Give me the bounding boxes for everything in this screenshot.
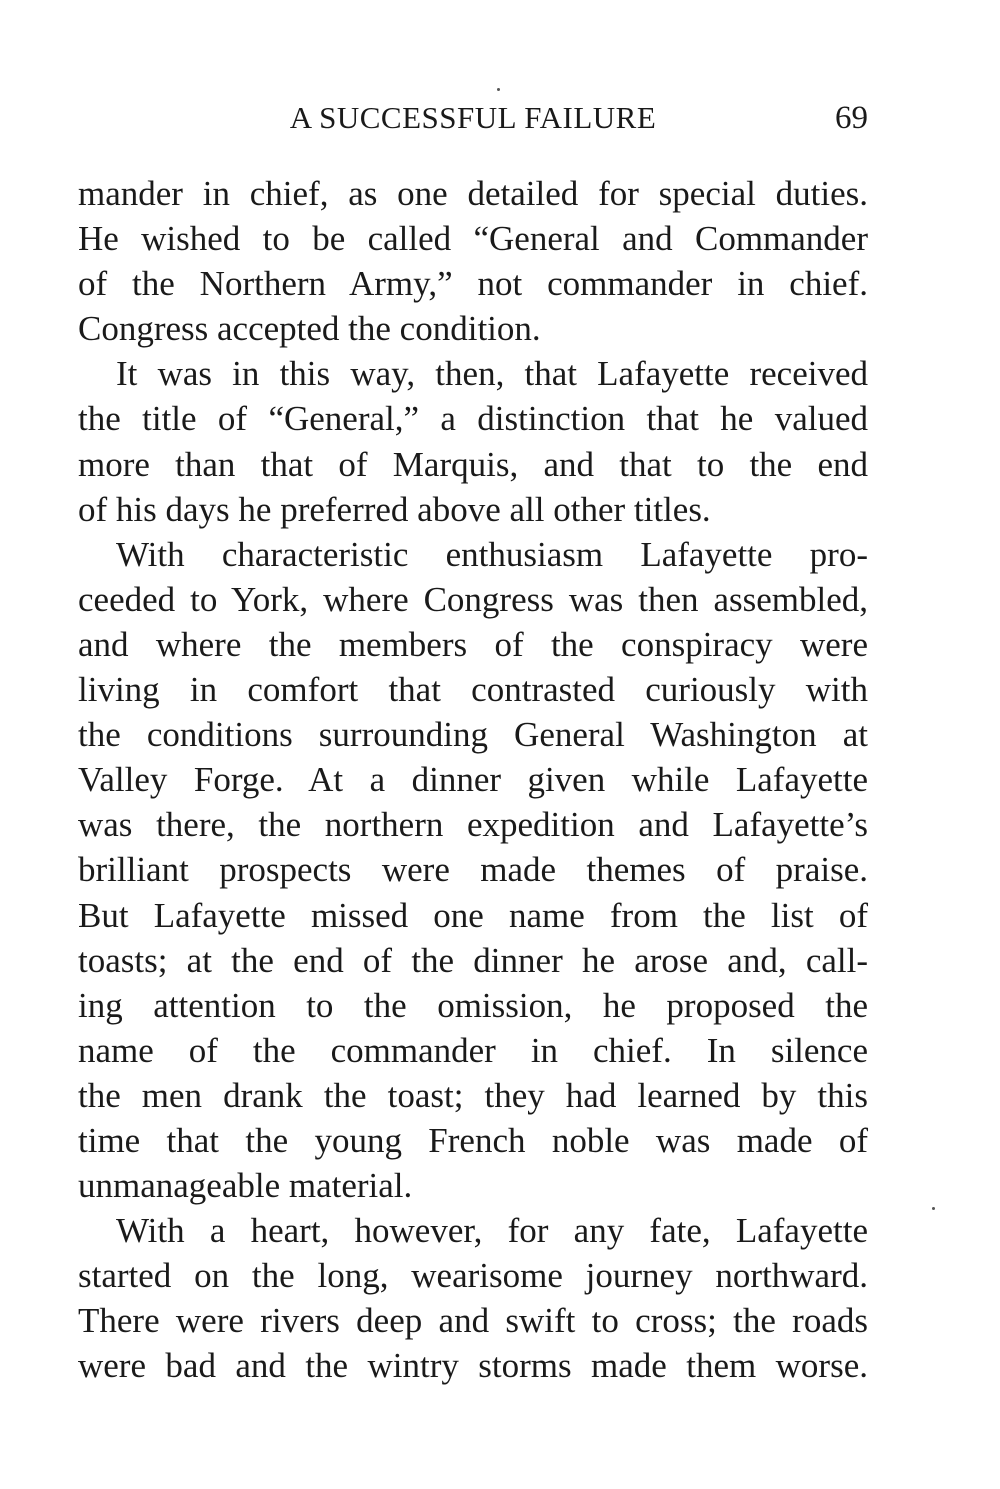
- print-speck: [932, 1207, 935, 1210]
- text-line: time that the young French noble was made of: [78, 1120, 868, 1160]
- text-line: more than that of Marquis, and that to the end: [78, 444, 868, 484]
- text-line: the title of “General,” a distinction that he valued: [78, 399, 868, 439]
- running-title: A SUCCESSFUL FAILURE: [289, 100, 657, 135]
- text-line: and where the members of the conspiracy were: [78, 624, 868, 664]
- text-line: started on the long, wearisome journey northward.: [78, 1256, 868, 1296]
- text-line: With a heart, however, for any fate, Lafayette: [116, 1211, 868, 1251]
- text-line: of the Northern Army,” not commander in chief.: [78, 264, 868, 304]
- text-line: With characteristic enthusiasm Lafayette pro-: [116, 534, 868, 574]
- text-line: brilliant prospects were made themes of praise.: [78, 850, 868, 890]
- text-line: name of the commander in chief. In silence: [78, 1030, 868, 1070]
- text-line: the conditions surrounding General Washington at: [78, 715, 868, 755]
- print-speck: [497, 88, 500, 91]
- text-line: toasts; at the end of the dinner he arose and, call-: [78, 940, 868, 980]
- text-line: Congress accepted the condition.: [78, 309, 541, 349]
- text-line: of his days he preferred above all other titles.: [78, 489, 711, 529]
- text-line: ing attention to the omission, he proposed the: [78, 985, 868, 1025]
- text-line: But Lafayette missed one name from the list of: [78, 895, 868, 935]
- text-line: He wished to be called “General and Commander: [78, 219, 868, 259]
- text-line: Valley Forge. At a dinner given while Lafayette: [78, 760, 868, 800]
- text-line: were bad and the wintry storms made them worse.: [78, 1346, 868, 1386]
- page-header: [78, 100, 868, 144]
- page-number: 69: [835, 100, 868, 136]
- text-line: mander in chief, as one detailed for special duties.: [78, 174, 868, 213]
- text-line: was there, the northern expedition and Lafayette’s: [78, 805, 868, 845]
- text-line: the men drank the toast; they had learned by this: [78, 1075, 868, 1115]
- text-line: unmanageable material.: [78, 1166, 413, 1206]
- text-line: There were rivers deep and swift to cross; the roads: [78, 1301, 868, 1341]
- body-text: [78, 171, 868, 1389]
- text-line: It was in this way, then, that Lafayette received: [116, 354, 868, 394]
- text-line: living in comfort that contrasted curiously with: [78, 670, 868, 710]
- text-line: ceeded to York, where Congress was then assembled,: [78, 579, 868, 619]
